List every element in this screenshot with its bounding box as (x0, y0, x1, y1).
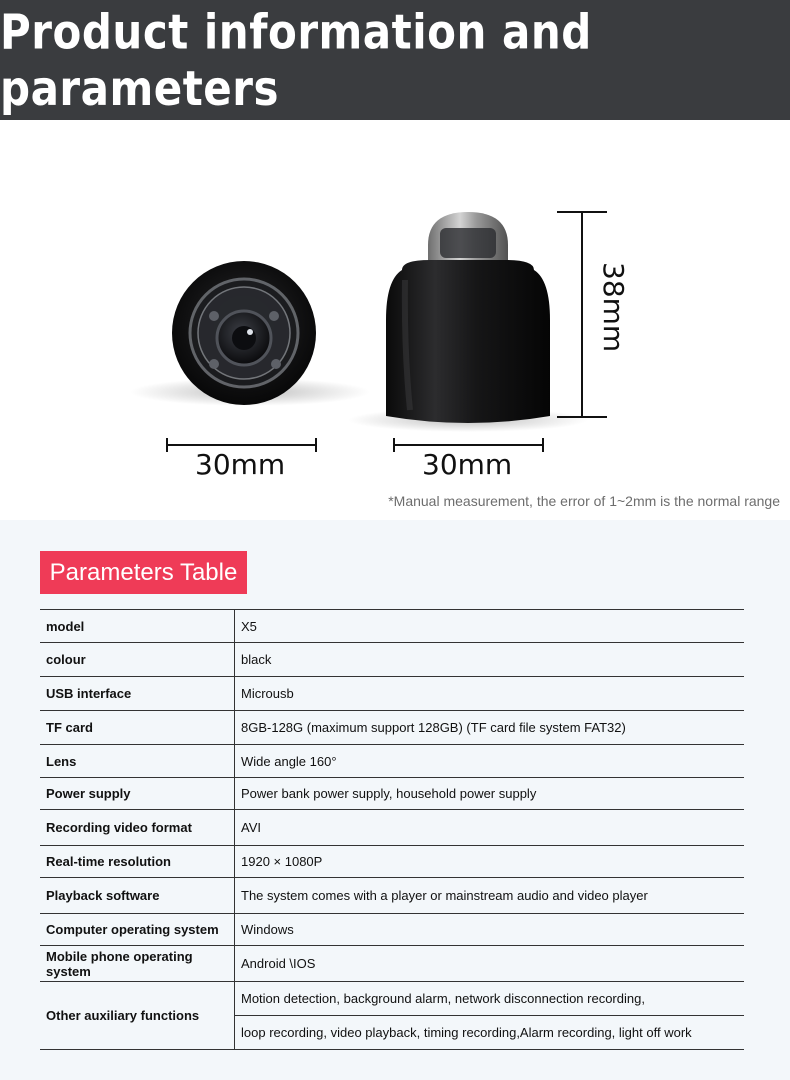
table-row (40, 878, 744, 914)
camera-drawing (0, 120, 790, 520)
page-title: Product information and parameters (0, 3, 592, 117)
param-key: Mobile phone operating system (40, 946, 235, 982)
side-width-label: 30mm (422, 448, 513, 481)
parameters-table-badge: Parameters Table (40, 551, 247, 594)
param-key: colour (40, 643, 235, 677)
param-value: X5 (235, 610, 745, 643)
table-row (40, 946, 744, 982)
front-width-label: 30mm (195, 448, 286, 481)
param-value: Power bank power supply, household power supply (235, 778, 745, 810)
param-value: Microusb (235, 677, 745, 711)
product-illustration (0, 120, 790, 520)
param-value: AVI (235, 810, 745, 846)
table-row (40, 643, 744, 677)
param-value: 1920 × 1080P (235, 846, 745, 878)
param-value-line: loop recording, video playback, timing recording,Alarm recording, light off work (235, 1015, 744, 1049)
table-row (40, 745, 744, 778)
param-key: Real-time resolution (40, 846, 235, 878)
param-key: TF card (40, 711, 235, 745)
param-key: USB interface (40, 677, 235, 711)
param-key: Recording video format (40, 810, 235, 846)
param-key: Other auxiliary functions (40, 982, 235, 1050)
measurement-note: *Manual measurement, the error of 1~2mm is the normal range (388, 493, 780, 509)
param-key: Lens (40, 745, 235, 778)
param-value: Android \IOS (235, 946, 745, 982)
parameters-table (40, 609, 744, 1050)
table-row (40, 677, 744, 711)
param-value: Wide angle 160° (235, 745, 745, 778)
parameters-section (0, 520, 790, 1080)
header-banner (0, 0, 790, 120)
param-key: Playback software (40, 878, 235, 914)
table-row (40, 914, 744, 946)
table-row (40, 778, 744, 810)
table-row (40, 711, 744, 745)
param-value: 8GB-128G (maximum support 128GB) (TF card file system FAT32) (235, 711, 745, 745)
param-value-line: Motion detection, background alarm, network disconnection recording, (241, 991, 645, 1006)
table-row (40, 810, 744, 846)
param-key: Computer operating system (40, 914, 235, 946)
table-row (40, 610, 744, 643)
param-value: The system comes with a player or mainstream audio and video player (235, 878, 745, 914)
param-key: Power supply (40, 778, 235, 810)
table-row (40, 982, 744, 1050)
param-key: model (40, 610, 235, 643)
table-row (40, 846, 744, 878)
height-label: 38mm (597, 262, 630, 353)
param-value (235, 982, 745, 1050)
param-value: black (235, 643, 745, 677)
param-value: Windows (235, 914, 745, 946)
